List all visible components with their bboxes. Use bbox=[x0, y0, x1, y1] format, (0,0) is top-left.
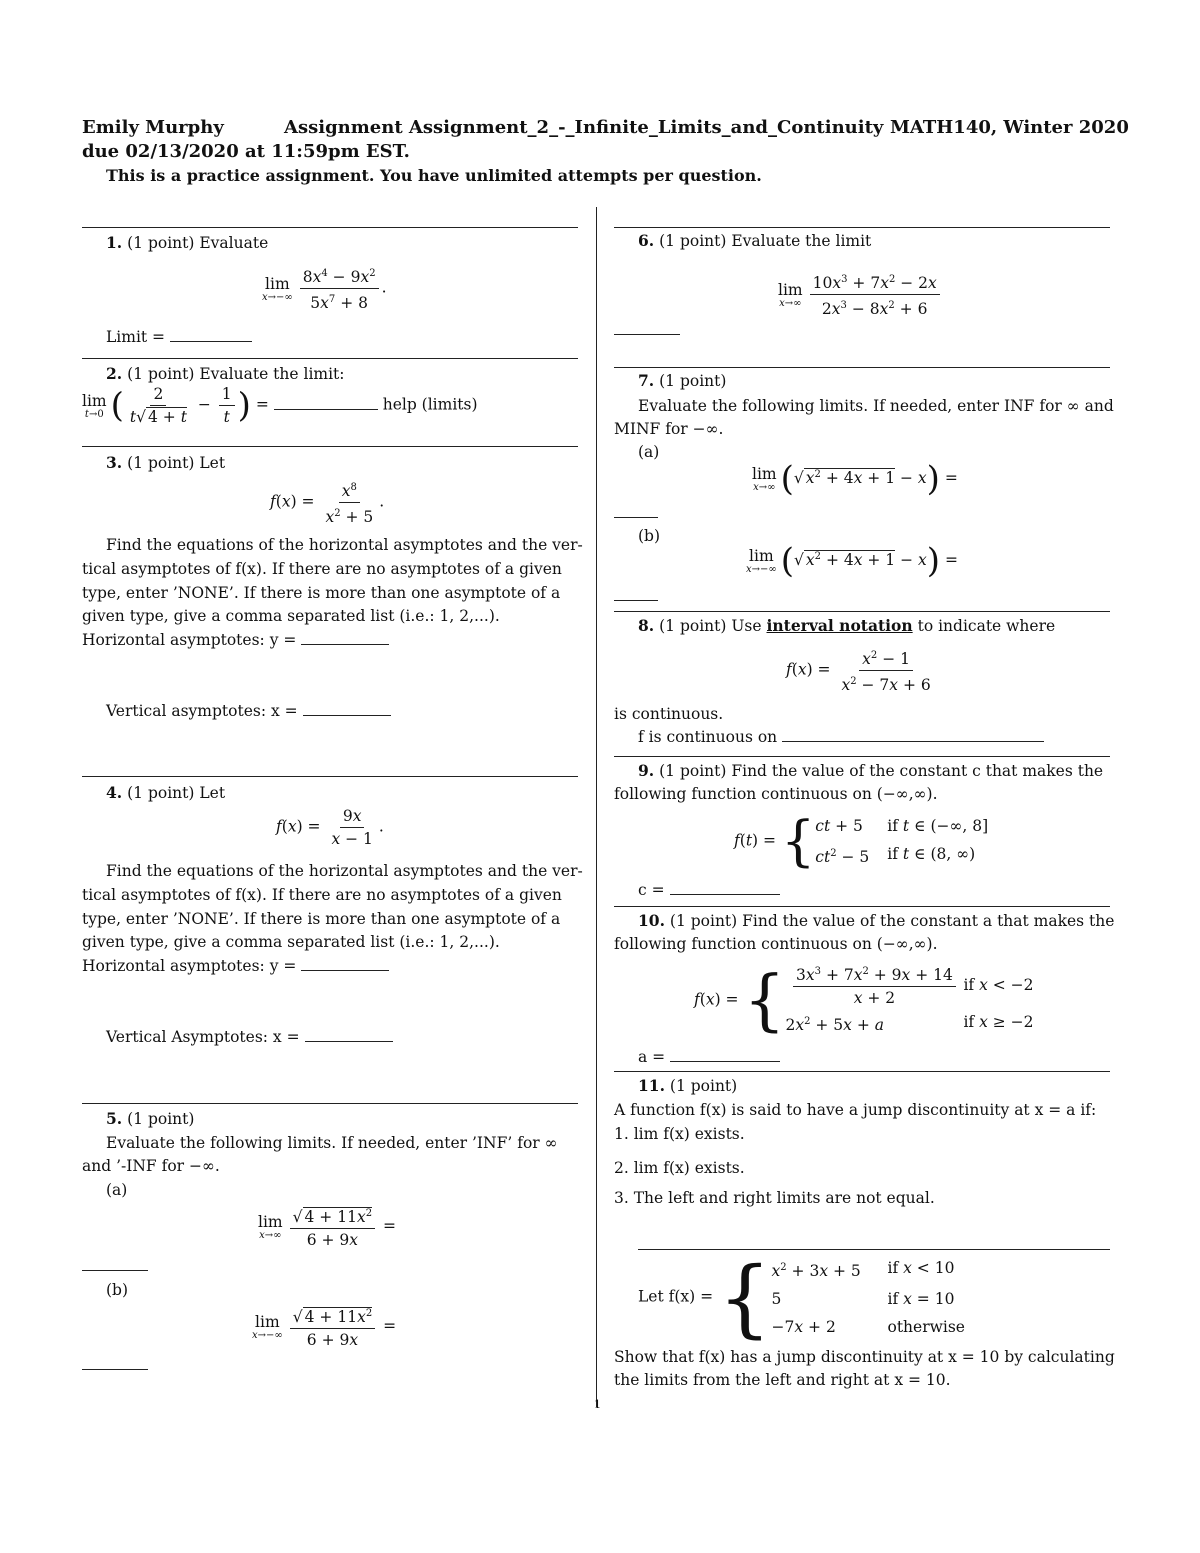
answer-blank[interactable] bbox=[303, 701, 391, 716]
problem-divider bbox=[614, 1071, 1110, 1072]
problem-6-heading bbox=[638, 231, 871, 251]
student-name: Emily Murphy bbox=[82, 117, 224, 138]
problem-2-equation: lim t→0 ( $\frac{2}{t√ 4 + t}$ − $\frac{1}{t}$ ) = help (limits) bbox=[82, 385, 478, 426]
answer-label: Vertical Asymptotes: x = bbox=[106, 1028, 300, 1046]
problem-9-heading bbox=[638, 761, 1103, 781]
answer-blank[interactable] bbox=[614, 320, 680, 335]
problem-points: (1 point) Evaluate the limit bbox=[659, 232, 872, 250]
problem-number: 10. bbox=[638, 911, 665, 930]
problem-4-horizontal bbox=[82, 956, 389, 976]
problem-number: 7. bbox=[638, 371, 655, 390]
problem-3-equation: f(x) = $\frac{x^8}{x^2 + 5}$ . bbox=[270, 478, 384, 527]
problem-5-text: and ’-INF for −∞. bbox=[82, 1157, 220, 1175]
problem-8-equation: f(x) = $\frac{x^2 - 1}{x^2 - 7x + 6}$ bbox=[786, 646, 937, 695]
answer-blank[interactable] bbox=[82, 1256, 148, 1271]
problem-11-heading bbox=[638, 1076, 737, 1096]
problem-points: (1 point) Let bbox=[127, 454, 226, 472]
problem-7a-equation: lim x→∞ (√ $x^2 + 4x + 1 - x$) = bbox=[752, 459, 958, 499]
problem-divider bbox=[82, 776, 578, 777]
problem-4-equation: f(x) = $\frac{9x}{x - 1}$ . bbox=[276, 807, 384, 848]
problem-3-vertical bbox=[106, 701, 391, 721]
let-label: Let f(x) = bbox=[638, 1287, 714, 1306]
course-name: MATH140, Winter 2020 bbox=[890, 117, 1129, 138]
problem-number: 2. bbox=[106, 364, 123, 383]
column-divider bbox=[596, 207, 597, 1407]
problem-number: 1. bbox=[106, 233, 123, 252]
interval-notation-link[interactable]: interval notation bbox=[766, 616, 913, 635]
due-date: due 02/13/2020 at 11:59pm EST. bbox=[82, 141, 410, 162]
problem-4-text: Find the equations of the horizontal asymptotes and the ver- bbox=[106, 862, 583, 880]
problem-points: (1 point) bbox=[669, 1077, 738, 1095]
answer-blank[interactable] bbox=[614, 586, 658, 601]
answer-blank[interactable] bbox=[670, 880, 780, 895]
problem-2-heading bbox=[106, 364, 345, 384]
assignment-title: Assignment Assignment_2_-_Infinite_Limits_and_Continuity bbox=[284, 117, 884, 138]
problem-divider bbox=[82, 446, 578, 447]
problem-10-equation: f(x) = { $\frac{3x^3 + 7x^2 + 9x + 14}{x + 2}$ if x < −2 $2x^2 + 5x + a$ if x ≥ −2 bbox=[694, 961, 1034, 1039]
part-a-label: (a) bbox=[638, 443, 660, 461]
problem-9-equation: f(t) = { ct + 5 if t ∈ (−∞, 8] $ct^2 - 5$ if t ∈ (8, ∞) bbox=[734, 809, 989, 873]
problem-4-heading bbox=[106, 783, 225, 803]
problem-3-horizontal bbox=[82, 630, 389, 650]
problem-10-answer bbox=[638, 1047, 780, 1067]
problem-points: (1 point) Find the value of the constant c that makes the bbox=[659, 762, 1104, 780]
problem-8-text: is continuous. bbox=[614, 705, 724, 723]
answer-label: Limit = bbox=[106, 328, 166, 346]
problem-points: (1 point) bbox=[659, 372, 727, 390]
problem-9-answer bbox=[638, 880, 780, 900]
answer-label: f is continuous on bbox=[638, 728, 778, 746]
problem-1-answer bbox=[106, 327, 252, 347]
problem-divider bbox=[82, 1103, 578, 1104]
part-b-label: (b) bbox=[106, 1281, 129, 1299]
page-number: 1 bbox=[594, 1398, 601, 1411]
problem-7-text: MINF for −∞. bbox=[614, 420, 724, 438]
problem-points: (1 point) Find the value of the constant a that makes the bbox=[669, 912, 1115, 930]
problem-4-text: given type, give a comma separated list (i.e.: 1, 2,...). bbox=[82, 933, 500, 951]
problem-8-heading bbox=[638, 616, 1055, 636]
practice-note: This is a practice assignment. You have unlimited attempts per question. bbox=[106, 166, 762, 185]
problem-7-text: Evaluate the following limits. If needed, enter INF for ∞ and bbox=[638, 397, 1114, 415]
problem-divider bbox=[614, 611, 1110, 612]
problem-number: 5. bbox=[106, 1109, 123, 1128]
problem-11-definition: A function f(x) is said to have a jump discontinuity at x = a if: bbox=[614, 1101, 1097, 1119]
part-a-label: (a) bbox=[106, 1181, 128, 1199]
answer-blank[interactable] bbox=[305, 1027, 393, 1042]
answer-blank[interactable] bbox=[614, 503, 658, 518]
answer-blank[interactable] bbox=[170, 327, 252, 342]
answer-label: Horizontal asymptotes: y = bbox=[82, 631, 297, 649]
problem-4-vertical bbox=[106, 1027, 393, 1047]
problem-number: 6. bbox=[638, 231, 655, 250]
problem-10-heading bbox=[638, 911, 1114, 931]
problem-7b-equation: lim x→−∞ (√ $x^2 + 4x + 1 - x$) = bbox=[746, 541, 958, 581]
problem-8-answer bbox=[638, 727, 1044, 747]
problem-number: 9. bbox=[638, 761, 655, 780]
problem-points: (1 point) Let bbox=[127, 784, 226, 802]
answer-blank[interactable] bbox=[274, 395, 378, 410]
answer-label: Vertical asymptotes: x = bbox=[106, 702, 298, 720]
problem-1-heading bbox=[106, 233, 268, 253]
answer-blank[interactable] bbox=[82, 1355, 148, 1370]
problem-divider bbox=[614, 367, 1110, 368]
problem-3-heading bbox=[106, 453, 225, 473]
problem-4-text: type, enter ’NONE’. If there is more than one asymptote of a bbox=[82, 910, 561, 928]
problem-3-text: Find the equations of the horizontal asymptotes and the ver- bbox=[106, 536, 583, 554]
problem-11-text: the limits from the left and right at x = 10. bbox=[614, 1371, 951, 1389]
problem-3-text: given type, give a comma separated list (i.e.: 1, 2,...). bbox=[82, 607, 500, 625]
problem-3-text: type, enter ’NONE’. If there is more than one asymptote of a bbox=[82, 584, 561, 602]
problem-11-equation: Let f(x) = { $x^2 + 3x + 5$ if x < 10 5 if x = 10 −7x + 2 otherwise bbox=[638, 1248, 965, 1347]
answer-blank[interactable] bbox=[782, 727, 1044, 742]
answer-label: Horizontal asymptotes: y = bbox=[82, 957, 297, 975]
problem-divider bbox=[614, 906, 1110, 907]
problem-divider bbox=[614, 227, 1110, 228]
answer-blank[interactable] bbox=[670, 1047, 780, 1062]
problem-5-text: Evaluate the following limits. If needed, enter ’INF’ for ∞ bbox=[106, 1134, 558, 1152]
problem-points: (1 point) bbox=[127, 1110, 195, 1128]
problem-number: 3. bbox=[106, 453, 123, 472]
problem-5b-equation: lim x→−∞ $\frac{√ 4 + 11x^2}{6 + 9x}$ = bbox=[252, 1304, 396, 1350]
condition-1: 1. lim f(x) exists. bbox=[614, 1125, 745, 1143]
problem-number: 8. bbox=[638, 616, 655, 635]
problem-divider bbox=[614, 756, 1110, 757]
problem-4-text: tical asymptotes of f(x). If there are no asymptotes of a given bbox=[82, 886, 562, 904]
problem-1-equation: lim x→−∞ $\frac{8x^4 - 9x^2}{5x^7 + 8}$ . bbox=[262, 264, 387, 313]
problem-divider bbox=[82, 227, 578, 228]
problem-5a-equation: lim x→∞ $\frac{√ 4 + 11x^2}{6 + 9x}$ = bbox=[258, 1204, 396, 1250]
problem-6-equation: lim x→∞ $\frac{10x^3 + 7x^2 - 2x}{2x^3 - 8x^2 + 6}$ bbox=[778, 270, 943, 319]
answer-blank[interactable] bbox=[301, 956, 389, 971]
problem-11-text: Show that f(x) has a jump discontinuity at x = 10 by calculating bbox=[614, 1348, 1115, 1366]
problem-10-text: following function continuous on (−∞,∞). bbox=[614, 935, 938, 953]
part-b-label: (b) bbox=[638, 527, 661, 545]
answer-label: c = bbox=[638, 881, 665, 899]
problem-points: (1 point) Evaluate bbox=[127, 234, 269, 252]
problem-divider bbox=[82, 358, 578, 359]
problem-number: 11. bbox=[638, 1076, 665, 1095]
problem-3-text: tical asymptotes of f(x). If there are no asymptotes of a given bbox=[82, 560, 562, 578]
inner-divider bbox=[638, 1249, 1110, 1250]
problem-points: (1 point) Evaluate the limit: bbox=[127, 365, 345, 383]
problem-7-heading bbox=[638, 371, 726, 391]
problem-5-heading bbox=[106, 1109, 194, 1129]
answer-blank[interactable] bbox=[301, 630, 389, 645]
answer-label: a = bbox=[638, 1048, 666, 1066]
problem-8-text: to indicate where bbox=[917, 617, 1056, 635]
problem-number: 4. bbox=[106, 783, 123, 802]
problem-points: (1 point) Use bbox=[659, 617, 762, 635]
problem-9-text: following function continuous on (−∞,∞). bbox=[614, 785, 938, 803]
condition-3: 3. The left and right limits are not equal. bbox=[614, 1189, 935, 1207]
condition-2: 2. lim f(x) exists. bbox=[614, 1159, 745, 1177]
help-link[interactable]: help (limits) bbox=[382, 395, 478, 414]
